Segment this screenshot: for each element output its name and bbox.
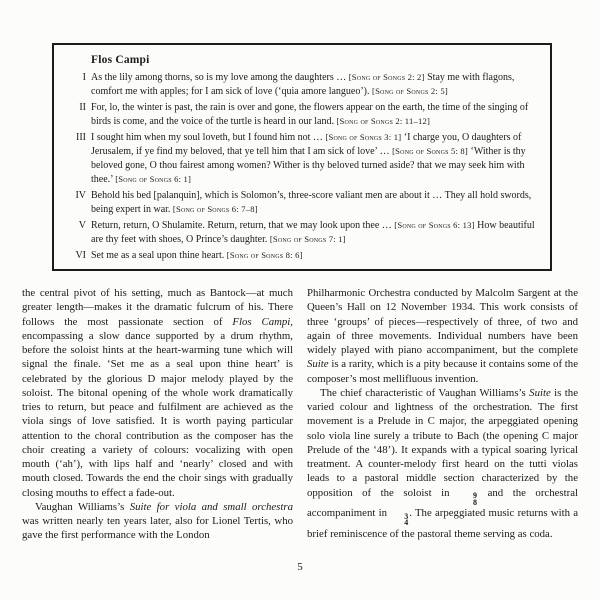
scripture-citation: [Song of Songs 3: 1] <box>325 132 402 142</box>
movement-item <box>67 71 537 99</box>
quote-box <box>52 43 552 271</box>
movement-numeral: V <box>78 220 86 231</box>
movement-numeral: III <box>76 132 86 143</box>
right-column <box>307 286 578 543</box>
movement-numeral: IV <box>75 190 86 201</box>
movement-item <box>67 189 537 217</box>
movement-text: Set me as a seal upon thine heart. [Song of Songs 8: 6] <box>91 250 303 261</box>
body-columns <box>22 286 578 543</box>
scripture-citation: [Song of Songs 5: 8] <box>392 146 468 156</box>
movement-item <box>67 249 537 263</box>
scripture-citation: [Song of Songs 7: 1] <box>269 234 346 244</box>
page-number: 5 <box>297 561 303 573</box>
movement-numeral: I <box>82 72 86 83</box>
body-paragraph: the central pivot of his setting, much as Bantock—at much greater length—makes it the dramatic fulcrum of his. There follows the most passionate section of Flos Campi, encompassing a slow dance supported by a drum rhythm, before the soloist hints at the heart-warming tune which will signal the finale. ‘Set me as a seal upon thine heart’ is celebrated by the glorious D major melody played by the soloist. The bitonal opening of the whole work dramatically tries to return, but peace and fulfilment are achieved as the viola sings of love satisfied. It is worth paying particular attention to the choral contribution as the composer has the choir creating a variety of colours: vocalizing with open mouth (‘ah’), with lips half and ‘nearly’ closed and with mouth closed. Towards the end the choir sings with gradually closing mouths to effect a fade-out. <box>22 287 293 499</box>
movement-text: For, lo, the winter is past, the rain is over and gone, the flowers appear on the earth, the time of the singing of birds is come, and the voice of the turtle is heard in our land. [Song of Songs 2: 11–12] <box>91 102 529 127</box>
scripture-citation: [Song of Songs 6: 13] <box>394 220 475 230</box>
scripture-citation: [Song of Songs 2: 11–12] <box>336 116 431 126</box>
box-title: Flos Campi <box>91 54 150 66</box>
body-paragraph: Philharmonic Orchestra conducted by Malcolm Sargent at the Queen’s Hall on 12 November 1934. This work consists of three ‘groups’ of pieces—respectively of three, of two and again of three movements. Individual numbers have been widely played with piano accompaniment, but the complete Suite is a rarity, which is a pity because it contains some of the composer’s most mellifluous invention. <box>307 287 578 385</box>
body-paragraph: The chief characteristic of Vaughan Williams’s Suite is the varied colour and lightness of the orchestration. The first movement is a Prelude in C major, the arpeggiated opening solo viola line surely a tribute to Bach (the opening C major Prelude of the ‘48’). It expands with a typical soaring lyrical treatment. A counter-melody first heard on the tutti violas leads to a pastoral middle section characterized by the opposition of the soloist in 9 8 and the orchestral accompaniment in 3 4 . The arpeggiated music returns with a brief reminiscence of the pastoral theme serving as coda. <box>307 386 578 540</box>
movement-item <box>67 101 537 129</box>
movement-numeral: VI <box>75 250 86 261</box>
movement-text: Return, return, O Shulamite. Return, return, that we may look upon thee … [Song of Songs 6: 13] How beautiful are thy feet with shoes, O Prince’s daughter. [Song of Songs 7: 1] <box>91 220 535 245</box>
time-signature: 3 4 <box>404 511 409 528</box>
movement-text: I sought him when my soul loveth, but I found him not … [Song of Songs 3: 1] ‘I charge you, O daughters of Jerusalem, if ye find my beloved, that ye tell him that I am sick of love’ … [Song of Songs 5: 8] ‘Wither is thy beloved gone, O thou fairest among women? Wither is thy beloved turned aside? that we may seek him with thee.’ [Song of Songs 6: 1] <box>91 132 526 185</box>
scripture-citation: [Song of Songs 6: 1] <box>115 174 192 184</box>
movement-list <box>67 71 537 263</box>
body-paragraph: Vaughan Williams’s Suite for viola and small orchestra was written nearly ten years later, also for Lionel Tertis, who gave the first performance with the London <box>22 500 293 542</box>
movement-item <box>67 131 537 187</box>
scripture-citation: [Song of Songs 2: 5] <box>372 86 448 96</box>
movement-text: As the lily among thorns, so is my love among the daughters … [Song of Songs 2: 2] Stay me with flagons, comfort me with apples; for I am sick of love (‘quia amore langueo’). [Song of Songs 2: 5] <box>91 72 515 97</box>
scripture-citation: [Song of Songs 2: 2] <box>348 72 425 82</box>
movement-numeral: II <box>79 102 86 113</box>
scripture-citation: [Song of Songs 8: 6] <box>226 250 303 260</box>
left-column <box>22 286 293 543</box>
scripture-citation: [Song of Songs 6: 7–8] <box>172 204 258 214</box>
movement-item <box>67 219 537 247</box>
movement-text: Behold his bed [palanquin], which is Solomon’s, three-score valiant men are about it … They all hold swords, being expert in war. [Song of Songs 6: 7–8] <box>91 190 532 215</box>
time-signature: 9 8 <box>473 491 478 507</box>
